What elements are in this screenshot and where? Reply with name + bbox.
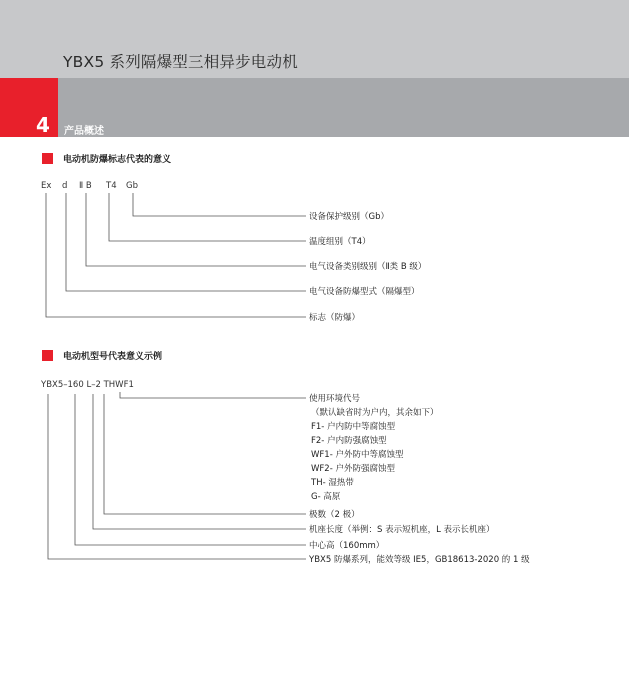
code-ex: Ex	[41, 181, 52, 191]
page-title: YBX5 系列隔爆型三相异步电动机	[63, 53, 298, 71]
label-env-item: F2- 户内防强腐蚀型	[311, 436, 387, 446]
section-label: 产品概述	[64, 126, 104, 137]
code-t4: T4	[106, 181, 117, 191]
section-number: 4	[36, 113, 50, 137]
label-temperature-group: 温度组别（T4）	[309, 237, 371, 247]
label-center-height: 中心高（160mm）	[309, 541, 385, 551]
code-iib: Ⅱ B	[79, 181, 92, 191]
label-mark: 标志（防爆）	[309, 313, 361, 323]
model-code-dash-1: –	[63, 380, 68, 390]
label-equipment-category: 电气设备类别级别（Ⅱ类 B 级）	[309, 262, 427, 272]
label-env-item: G- 高原	[311, 492, 341, 502]
model-code-dash-2: –	[91, 380, 96, 390]
model-code-env: THWF1	[103, 380, 134, 390]
label-series: YBX5 防爆系列，能效等级 IE5，GB18613-2020 的 1 级	[309, 555, 530, 565]
code-gb: Gb	[126, 181, 138, 191]
explosion-mark-heading-text: 电动机防爆标志代表的意义	[63, 155, 172, 165]
label-poles: 极数（2 极）	[309, 510, 360, 520]
model-code-series: YBX5	[41, 380, 64, 390]
label-env-item: WF1- 户外防中等腐蚀型	[311, 450, 404, 460]
red-square-bullet	[42, 350, 53, 361]
model-code-length: L	[86, 380, 92, 390]
label-env-item: WF2- 户外防强腐蚀型	[311, 464, 395, 474]
model-code-poles: 2	[95, 380, 101, 390]
code-d: d	[62, 181, 68, 191]
label-env-item: TH- 湿热带	[311, 478, 354, 488]
model-code	[41, 380, 134, 390]
label-environment-title: 使用环境代号	[309, 394, 361, 404]
model-number-heading-text: 电动机型号代表意义示例	[63, 352, 163, 362]
model-code-height: 160	[67, 380, 84, 390]
label-protection-level: 设备保护级别（Gb）	[309, 212, 389, 222]
label-frame-length: 机座长度（举例：S 表示短机座，L 表示长机座）	[309, 525, 495, 535]
label-explosion-type: 电气设备防爆型式（隔爆型）	[309, 287, 420, 297]
label-environment-note: （默认缺省时为户内，其余如下）	[311, 408, 439, 418]
label-env-item: F1- 户内防中等腐蚀型	[311, 422, 396, 432]
